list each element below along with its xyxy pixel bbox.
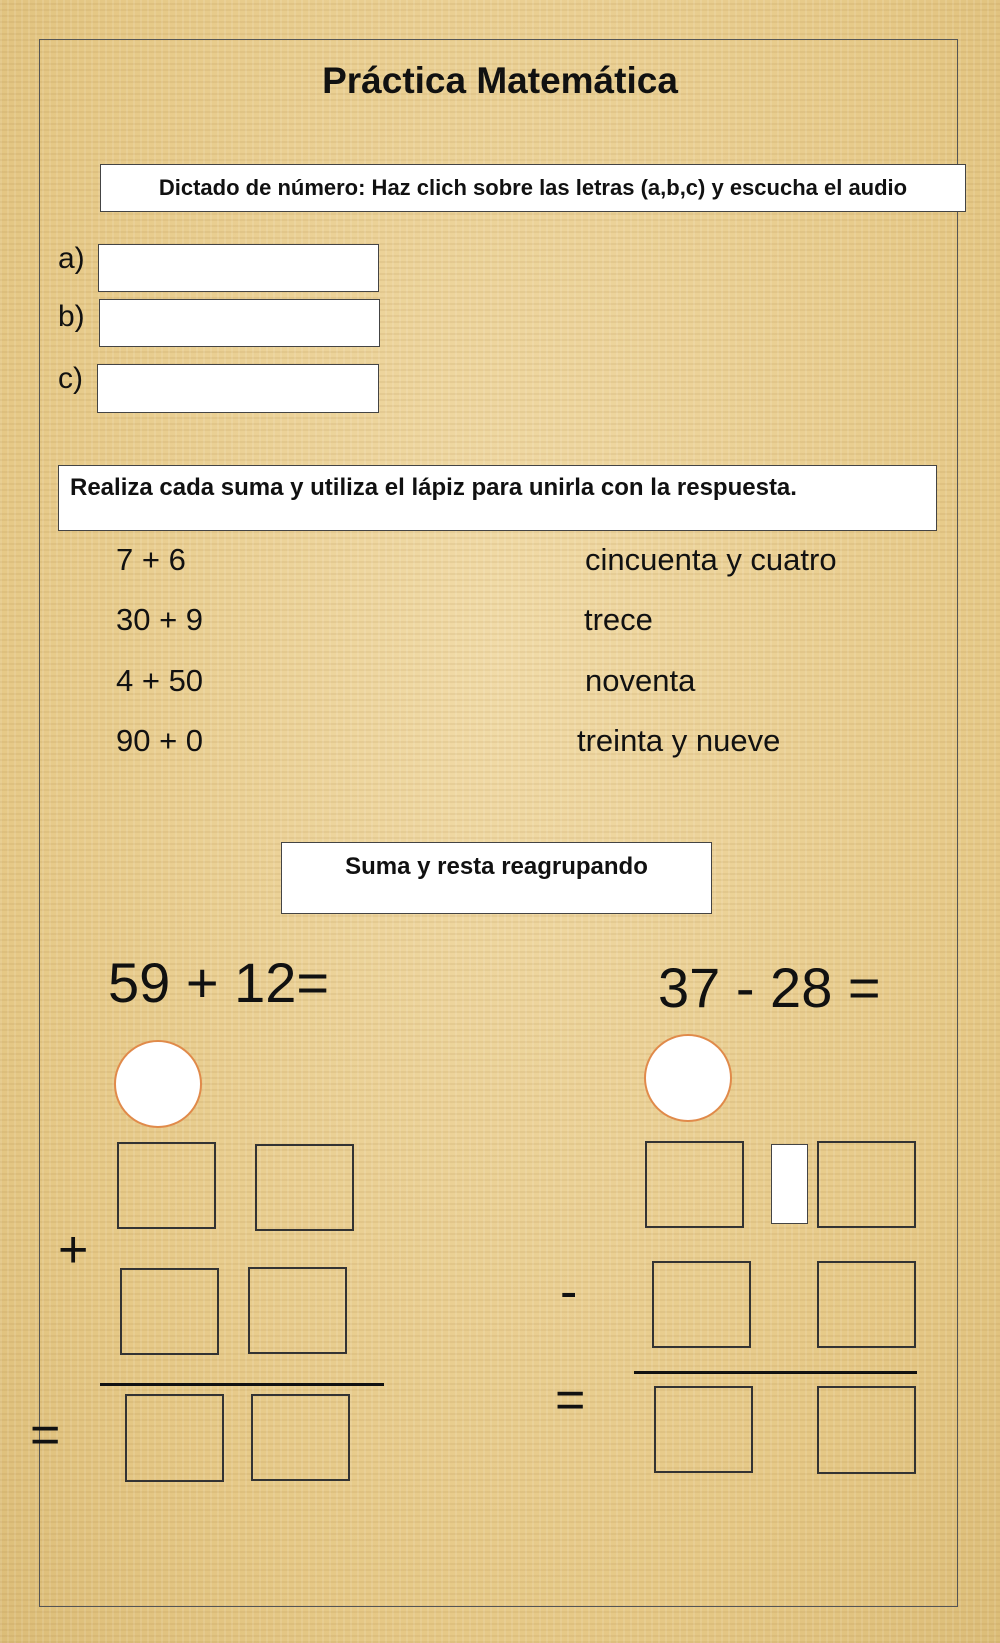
- addition-result-line: [100, 1383, 384, 1386]
- addition-carry-circle[interactable]: [114, 1040, 202, 1128]
- subtraction-bottom-ones-box[interactable]: [817, 1261, 916, 1348]
- subtraction-bottom-tens-box[interactable]: [652, 1261, 751, 1348]
- addition-result-ones-box[interactable]: [251, 1394, 350, 1481]
- addition-result-tens-box[interactable]: [125, 1394, 224, 1482]
- dictation-instruction-text: Dictado de número: Haz clich sobre las letras (a,b,c) y escucha el audio: [158, 175, 908, 200]
- subtraction-result-tens-box[interactable]: [654, 1386, 753, 1473]
- dictation-label-c[interactable]: c): [58, 362, 83, 395]
- matching-instruction-text: Realiza cada suma y utiliza el lápiz para unirla con la respuesta.: [70, 474, 797, 501]
- sum-item[interactable]: 30 + 9: [116, 602, 204, 637]
- subtraction-top-tens-box[interactable]: [645, 1141, 744, 1228]
- subtraction-result-line: [634, 1371, 917, 1374]
- subtraction-borrow-box[interactable]: [771, 1144, 808, 1224]
- subtraction-result-ones-box[interactable]: [817, 1386, 916, 1474]
- addition-operator: +: [58, 1221, 89, 1279]
- regroup-heading: [281, 842, 712, 914]
- subtraction-operator: -: [560, 1263, 578, 1321]
- dictation-instruction: [100, 164, 966, 212]
- page-title: Práctica Matemática: [322, 60, 678, 101]
- subtraction-equals: =: [555, 1371, 586, 1429]
- sum-item[interactable]: 90 + 0: [116, 723, 204, 758]
- regroup-heading-text: Suma y resta reagrupando: [345, 853, 648, 880]
- answer-item[interactable]: treinta y nueve: [577, 723, 781, 758]
- dictation-label-b[interactable]: b): [58, 300, 85, 333]
- answer-item[interactable]: cincuenta y cuatro: [585, 542, 837, 577]
- answer-item[interactable]: noventa: [585, 663, 696, 698]
- addition-bottom-ones-box[interactable]: [248, 1267, 347, 1354]
- addition-equals: =: [30, 1406, 61, 1464]
- addition-top-tens-box[interactable]: [117, 1142, 216, 1229]
- subtraction-equation: 37 - 28 =: [658, 956, 881, 1019]
- sum-item[interactable]: 7 + 6: [116, 542, 186, 577]
- subtraction-borrow-circle[interactable]: [644, 1034, 732, 1122]
- dictation-input-a[interactable]: [98, 244, 379, 292]
- addition-equation: 59 + 12=: [108, 951, 330, 1014]
- sum-item[interactable]: 4 + 50: [116, 663, 204, 698]
- dictation-input-b[interactable]: [99, 299, 380, 347]
- matching-instruction: [58, 465, 937, 531]
- dictation-label-a[interactable]: a): [58, 242, 85, 275]
- addition-bottom-tens-box[interactable]: [120, 1268, 219, 1355]
- answer-item[interactable]: trece: [584, 602, 653, 637]
- dictation-input-c[interactable]: [97, 364, 379, 413]
- subtraction-top-ones-box[interactable]: [817, 1141, 916, 1228]
- addition-top-ones-box[interactable]: [255, 1144, 354, 1231]
